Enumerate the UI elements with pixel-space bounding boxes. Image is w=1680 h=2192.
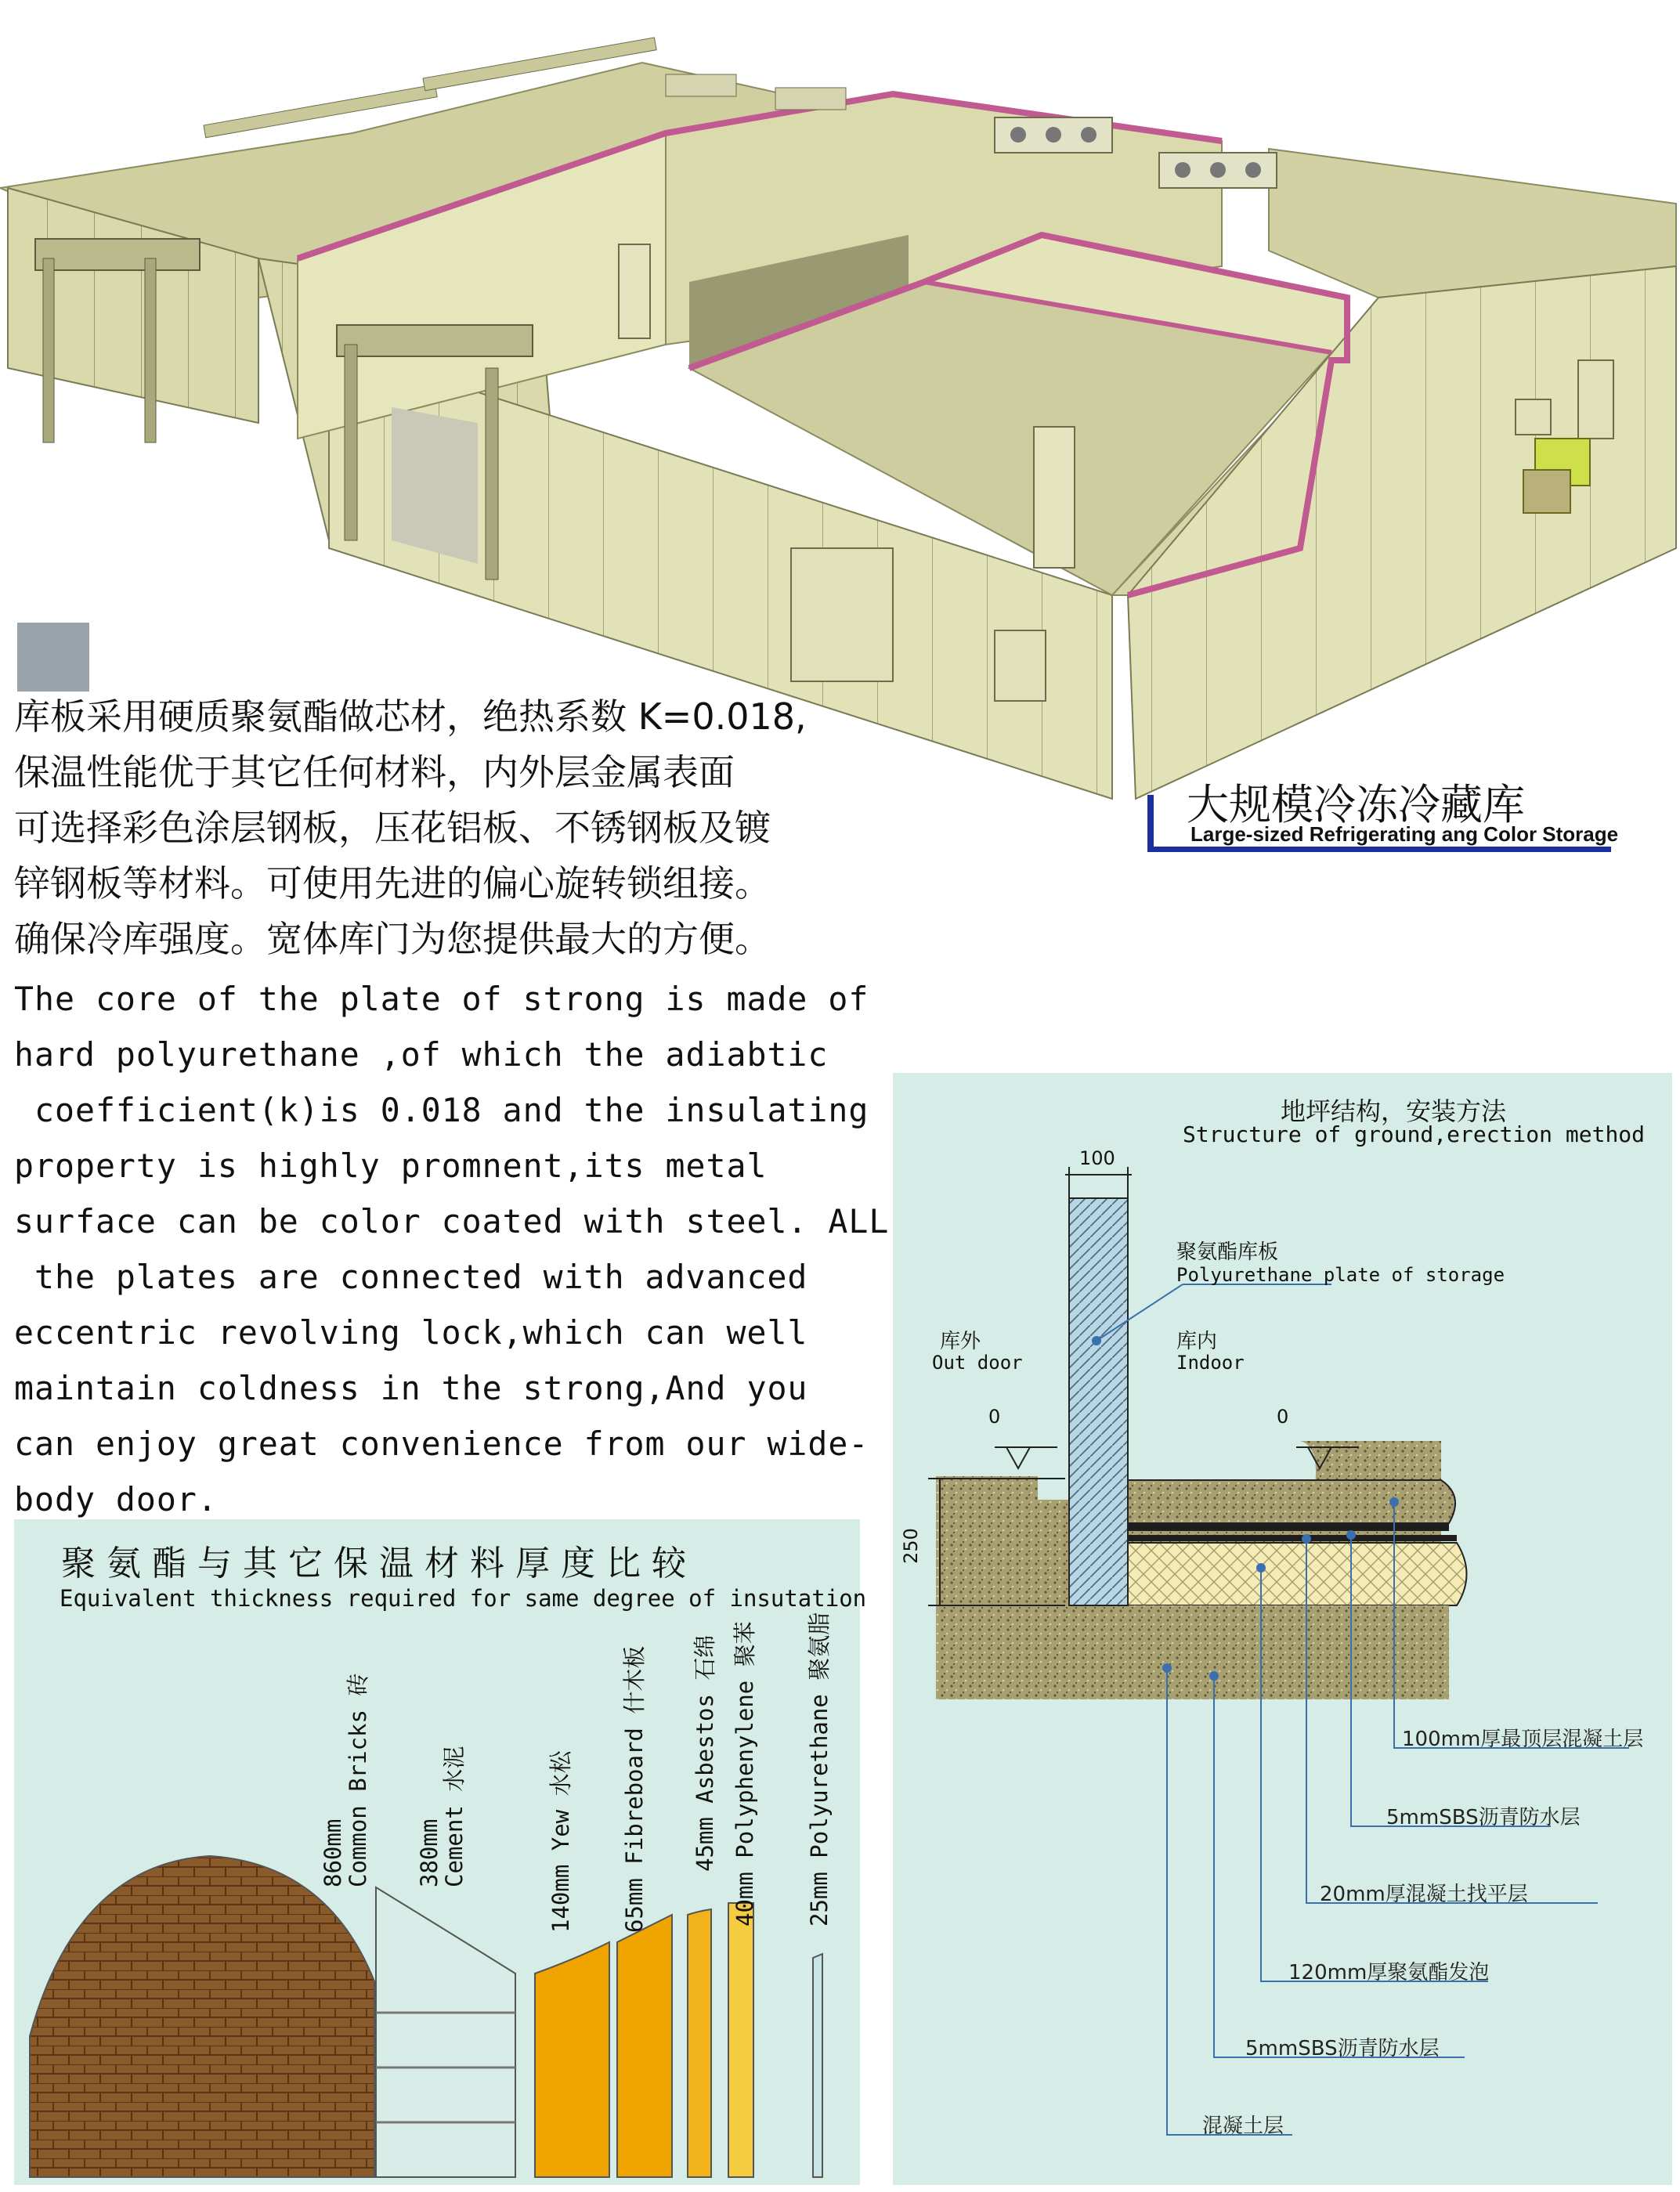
thickness-comparison-graphic (14, 1519, 860, 2185)
intro-en-line: hard polyurethane ,of which the adiabtic (14, 1035, 829, 1074)
comparison-title-en: Equivalent thickness required for same degree of insutation (60, 1585, 867, 1612)
section-marker-square (17, 623, 89, 692)
thickness-comparison-panel (14, 1519, 867, 2185)
building-title-en: Large-sized Refrigerating ang Color Storage (1190, 822, 1619, 846)
title-underline (1147, 847, 1611, 852)
cold-storage-building-illustration (0, 0, 1680, 807)
dim-top-label: 100 (1079, 1147, 1115, 1169)
intro-en-line: The core of the plate of strong is made of (14, 980, 869, 1018)
outdoor-label-en: Out door (932, 1352, 1023, 1374)
indoor-label-cn: 库内 (1176, 1330, 1218, 1353)
layer-label: 20mm厚混凝土找平层 (1320, 1883, 1528, 1906)
ground-structure-panel (893, 1073, 1672, 2185)
plate-label-en: Polyurethane plate of storage (1176, 1264, 1505, 1286)
plate-label-cn: 聚氨酯库板 (1176, 1240, 1279, 1264)
ground-section-drawing (893, 1073, 1672, 2185)
intro-cn-line: 库板采用硬质聚氨酯做芯材，绝热系数 K=0.018, (14, 695, 807, 738)
intro-en-line: body door. (14, 1480, 218, 1519)
material-label: 65mm Fibreboard 什木板 (621, 1645, 648, 1933)
material-label: 860mmCommon Bricks 砖 (320, 1673, 371, 1887)
level-left-label: 0 (988, 1406, 1001, 1428)
material-label: 140mm Yew 水松 (547, 1750, 574, 1933)
material-shape-yew (535, 1942, 609, 2177)
material-label: 45mm Asbestos 石绵 (692, 1634, 718, 1872)
intro-en (14, 971, 899, 1527)
intro-en-line: eccentric revolving lock,which can well (14, 1313, 808, 1352)
intro-cn-line: 锌钢板等材料。可使用先进的偏心旋转锁组接。 (14, 862, 771, 905)
layer-label: 120mm厚聚氨酯发泡 (1288, 1961, 1490, 1984)
layer-label: 100mm厚最顶层混凝土层 (1402, 1728, 1644, 1751)
intro-en-line: maintain coldness in the strong,And you (14, 1369, 808, 1407)
layer-label: 5mmSBS沥青防水层 (1386, 1806, 1581, 1829)
material-shape-fibreboard (617, 1915, 672, 2177)
indoor-label-en: Indoor (1176, 1352, 1245, 1374)
material-label: 25mm Polyurethane 聚氨脂 (806, 1612, 833, 1927)
material-shape-polyurethane (813, 1954, 822, 2177)
outdoor-label-cn: 库外 (940, 1330, 981, 1353)
intro-en-line: the plates are connected with advanced (14, 1258, 808, 1296)
dim-side-label: 250 (899, 1528, 922, 1564)
building-title-cn: 大规模冷冻冷藏库 (1187, 780, 1525, 829)
intro-en-line: property is highly promnent,its metal (14, 1147, 768, 1185)
material-label: 40mm Polyphenylene 聚苯 (732, 1621, 758, 1927)
comparison-title-cn: 聚氨酯与其它保温材料厚度比较 (61, 1544, 697, 1584)
layer-label: 混凝土层 (1202, 2114, 1284, 2138)
intro-cn-line: 确保冷库强度。宽体库门为您提供最大的方便。 (14, 918, 771, 960)
layer-label: 5mmSBS沥青防水层 (1245, 2037, 1440, 2060)
material-shape-cement (376, 1887, 515, 2177)
material-label: 380mmCement 水泥 (416, 1746, 468, 1887)
intro-cn (14, 689, 891, 967)
material-shape-polyphenylene (728, 1903, 753, 2177)
ground-title-en: Structure of ground,erection method (1183, 1121, 1646, 1147)
intro-cn-line: 保温性能优于其它任何材料，内外层金属表面 (14, 751, 735, 793)
level-right-label: 0 (1277, 1406, 1289, 1428)
ground-title-cn: 地坪结构，安装方法 (1281, 1096, 1507, 1126)
intro-en-line: surface can be color coated with steel. ALL (14, 1202, 890, 1240)
intro-cn-line: 可选择彩色涂层钢板，压花铝板、不锈钢板及镀 (14, 807, 771, 849)
intro-en-line: coefficient(k)is 0.018 and the insulating (14, 1091, 869, 1129)
title-accent-bar (1147, 795, 1154, 848)
material-shape-asbestos (688, 1909, 711, 2177)
intro-en-line: can enjoy great convenience from our wide- (14, 1425, 869, 1463)
material-shape-common-bricks (30, 1856, 374, 2177)
